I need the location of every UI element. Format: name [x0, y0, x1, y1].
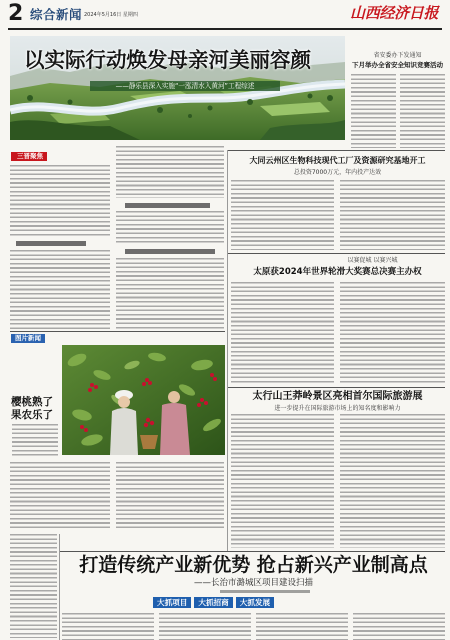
story3-body-text: [231, 282, 334, 384]
section-divider: [10, 331, 225, 332]
main-body-text: [116, 211, 224, 245]
bottom-body-text: [62, 613, 154, 640]
section-divider: [228, 150, 445, 151]
story2-body-text: [231, 180, 334, 250]
story1-body-text: [400, 74, 445, 148]
main-subhead: [125, 203, 210, 208]
section-divider: [228, 387, 445, 388]
bottom-body-text: [256, 613, 348, 640]
main-body-text: [10, 462, 110, 528]
story1-kicker: 省安委办下发通知: [373, 52, 422, 59]
photo-news-tag: 图片新闻: [11, 334, 45, 343]
slogan-banner: [153, 597, 274, 608]
story4-subtitle: 进一步提升在国际旅游市场上的知名度和影响力: [274, 405, 401, 412]
bottom-body-text: [353, 613, 445, 640]
story3-headline: 太原获2024年世界轮滑大奖赛总决赛主办权: [253, 267, 422, 277]
slogan-item: 大抓招商: [194, 597, 232, 608]
main-body-text: [116, 146, 224, 198]
story2-body-text: [340, 180, 445, 250]
column-tag: 三晋聚焦: [11, 152, 47, 161]
main-subhead: [125, 249, 215, 254]
byline: [220, 590, 310, 593]
river-landscape-photo: [10, 36, 345, 140]
story4-headline: 太行山王莽岭景区亮相首尔国际旅游展: [252, 391, 423, 402]
newspaper-masthead: 山西经济日报: [350, 4, 439, 22]
story3-body-text: [340, 282, 445, 384]
slogan-item: 大抓发展: [236, 597, 274, 608]
section-divider: [60, 551, 445, 552]
main-body-text: [116, 462, 224, 528]
slogan-item: 大抓项目: [153, 597, 191, 608]
cherry-orchard-image: [62, 345, 225, 455]
photo-news-headline-line2: 果农乐了: [11, 409, 53, 421]
column-divider: [227, 150, 228, 551]
bottom-subtitle: ——长治市潞城区项目建设扫描: [193, 578, 313, 588]
story2-subtitle: 总投资7000万元，年内投产达效: [293, 169, 382, 176]
story4-body-text: [231, 414, 334, 548]
header-rule: [8, 28, 442, 30]
main-body-text: [10, 250, 110, 330]
issue-date: 2024年5月16日 星期四: [84, 12, 138, 18]
main-subhead: [16, 241, 86, 246]
story1-body-text: [351, 74, 396, 148]
main-headline: 以实际行动焕发母亲河美丽容颜: [24, 48, 311, 72]
main-subtitle: ——静乐县深入实施“一泓清水入黄河”工程综述: [90, 81, 280, 91]
bottom-body-text: [159, 613, 251, 640]
story1-headline: 下月举办全省安全知识竞赛活动: [352, 61, 443, 69]
main-body-text: [10, 165, 110, 237]
section-divider: [228, 253, 445, 254]
column-divider: [59, 534, 60, 640]
page-number: 2: [8, 1, 24, 26]
section-name: 综合新闻: [30, 7, 83, 22]
photo-news-headline-line1: 樱桃熟了: [11, 396, 53, 408]
main-body-text: [10, 534, 57, 638]
bottom-headline: 打造传统产业新优势 抢占新兴产业制高点: [79, 554, 428, 576]
story2-headline: 大同云州区生物科技现代工厂及资源研究基地开工: [249, 156, 426, 165]
photo-caption-text: [12, 424, 58, 456]
story3-kicker: 以赛促城 以赛兴城: [347, 257, 398, 264]
story4-body-text: [340, 414, 445, 548]
cherry-orchard-photo: [62, 345, 225, 455]
main-body-text: [116, 258, 224, 330]
